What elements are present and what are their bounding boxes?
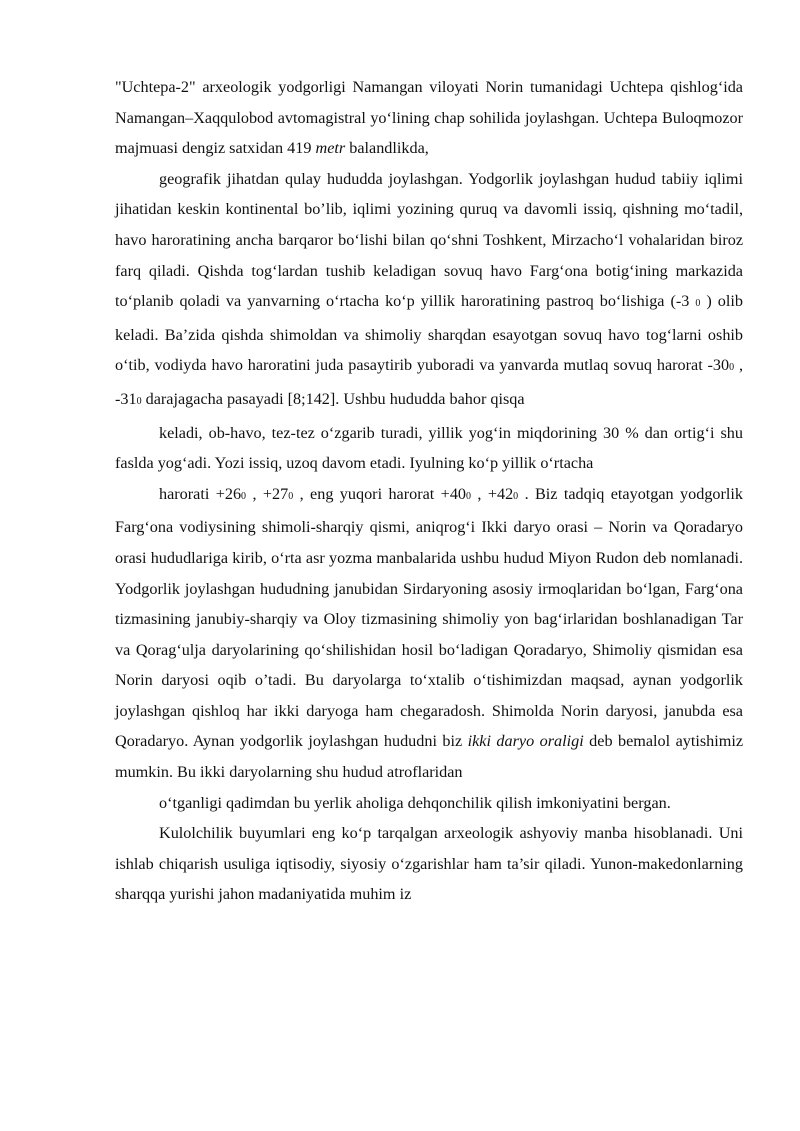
text-run: . Biz tadqiq etayotgan yodgorlik Farg‘ona vodiysining shimoli-sharqiy qismi, aniqrog‘i Ikki daryo orasi – Norin va Qoradaryo orasi hududlariga kirib, o‘rta asr yozma manbalarida ushbu hudud Miyon Rudon deb nomlanadi. Yodgorlik joylashgan hududning janubidan Sirdaryoning asosiy irmoqlaridan bo‘lgan, Farg‘ona tizmasining janubiy-sharqiy va Oloy tizmasining shimoliy yon bag‘irlaridan boshlanadigan Tar va Qorag‘ulja daryolarining qo‘shilishidan hosil bo‘ladigan Qoradaryo, Shimoliy qismidan esa Norin daryosi oqib o’tadi. Bu daryolarga to‘xtalib o‘tishimizdan maqsad, aynan yodgorlik joylashgan qishloq har ikki daryoga ham chegaradosh. Shimolda Norin daryosi, janubda esa Qoradaryo. Aynan yodgorlik joylashgan hududni biz (115, 484, 743, 751)
italic-text: metr (315, 139, 346, 158)
text-run: , +27 (246, 484, 289, 503)
text-run: ) olib keladi. Ba’zida qishda shimoldan va shimoliy sharqdan esayotgan sovuq havo tog‘larni oshib o‘tib, vodiyda havo haroratini juda pasaytirib yuboradi va yanvarda mutlaq sovuq harorat -30 (115, 292, 743, 375)
text-run: "Uchtepa-2" arxeologik yodgorligi Namangan viloyati Norin tumanidagi Uchtepa qishlog‘ida Namangan–Xaqqulobod avtomagistral yo‘lining chap sohilida joylashgan. Uchtepa Buloqmozor majmuasi dengiz satxidan 419 (115, 78, 743, 158)
text-run: , +42 (471, 484, 514, 503)
text-run: , -31 (115, 356, 743, 408)
italic-text: ikki daryo oraligi (467, 732, 584, 751)
degree-mark: 0 (136, 395, 142, 407)
paragraph-3 (115, 418, 743, 479)
text-run: balandlikda, (345, 139, 429, 158)
degree-mark: 0 (288, 490, 294, 502)
paragraph-4 (115, 479, 743, 788)
paragraph-5 (115, 788, 743, 819)
degree-mark: 0 (466, 490, 472, 502)
text-run: deb bemalol aytishimiz mumkin. Bu ikki daryolarning shu hudud atroflaridan (115, 732, 744, 782)
degree-mark: 0 (513, 490, 519, 502)
text-run: o‘tganligi qadimdan bu yerlik aholiga dehqonchilik qilish imkoniyatini bergan. (159, 793, 671, 812)
text-run: harorati +26 (159, 484, 242, 503)
text-run: , eng yuqori harorat +40 (293, 484, 467, 503)
text-run: geografik jihatdan qulay hududda joylashgan. Yodgorlik joylashgan hudud tabiiy iqlimi jihatidan keskin kontinental bo’lib, iqlimi yozining quruq va davomli issiq, qishning mo‘tadil, havo haroratining ancha barqaror bo‘lishi bilan qo‘shni Toshkent, Mirzacho‘l vohalaridan biroz farq qiladi. Qishda tog‘lardan tushib keladigan sovuq havo Farg‘ona botig‘ining markazida to‘planib qoladi va yanvarning o‘rtacha ko‘p yillik haroratining pastroq bo‘lishiga (-3 (115, 169, 743, 311)
text-run: keladi, ob-havo, tez-tez o‘zgarib turadi, yillik yog‘in miqdorining 30 % dan ortig‘i shu faslda yog‘adi. Yozi issiq, uzoq davom etadi. Iyulning ko‘p yillik o‘rtacha (115, 423, 743, 473)
document-body (115, 72, 743, 910)
degree-mark: 0 (729, 362, 735, 374)
paragraph-2 (115, 164, 743, 418)
degree-mark: 0 (241, 490, 247, 502)
paragraph-6 (115, 818, 743, 910)
text-run: Kulolchilik buyumlari eng ko‘p tarqalgan arxeologik ashyoviy manba hisoblanadi. Uni ishlab chiqarish usuliga iqtisodiy, siyosiy o‘zgarishlar ham ta’sir qiladi. Yunon-makedonlarning sharqqa yurishi jahon madaniyatida muhim iz (115, 824, 743, 904)
degree-mark: 0 (695, 298, 701, 310)
text-run: darajagacha pasayadi [8;142]. Ushbu hududda bahor qisqa (141, 389, 525, 408)
paragraph-1 (115, 72, 743, 164)
